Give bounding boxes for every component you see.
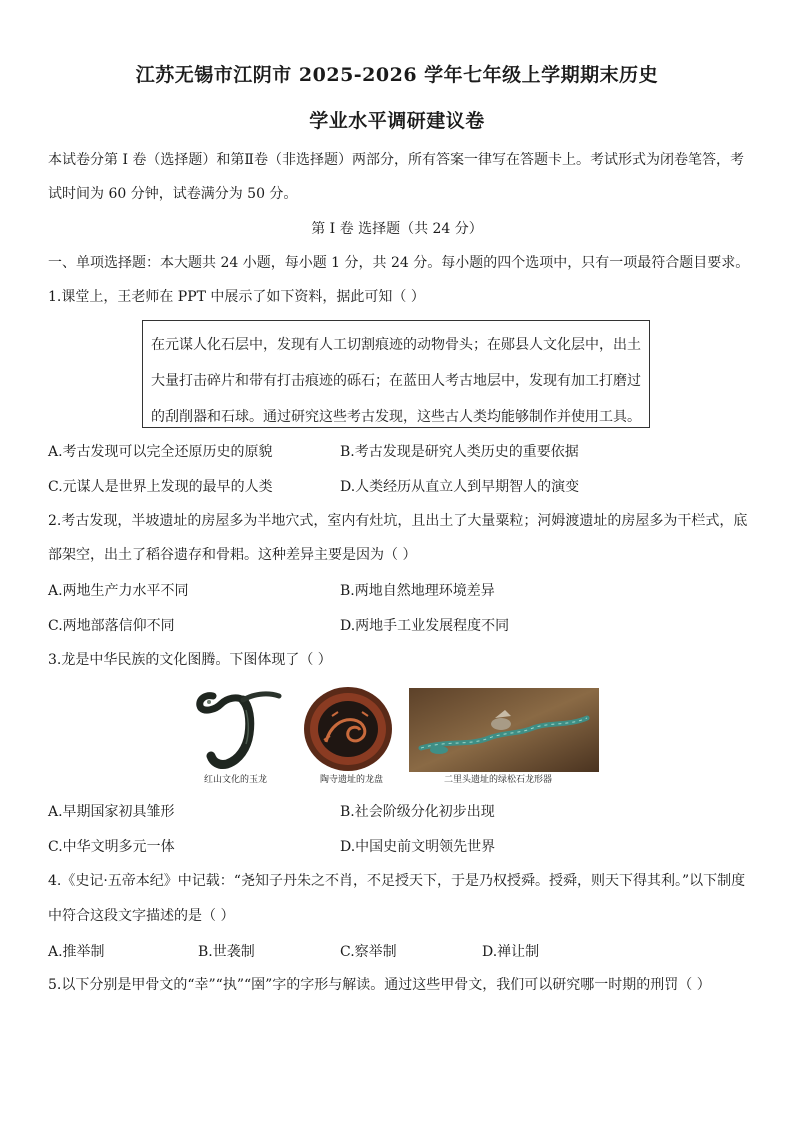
dragon-plate-caption: 陶寺遗址的龙盘 [320, 775, 384, 785]
q1-option-d[interactable]: D.人类经历从直立人到早期智人的演变 [340, 479, 580, 495]
jade-dragon-caption: 红山文化的玉龙 [204, 775, 268, 785]
q1-option-a[interactable]: A.考古发现可以完全还原历史的原貌 [48, 444, 273, 460]
q3-option-b[interactable]: B.社会阶级分化初步出现 [340, 804, 495, 820]
q4-option-b[interactable]: B.世袭制 [198, 944, 255, 960]
section-instruction: 一、单项选择题：本大题共 24 小题，每小题 1 分，共 24 分。每小题的四个选项中，只有一项最符合题目要求。 [48, 255, 750, 271]
q1-material-line-2: 大量打击碎片和带有打击痕迹的砾石；在蓝田人考古地层中，发现有加工打磨过 [151, 373, 641, 389]
q3-stem: 3.龙是中华民族的文化图腾。下图体现了（ ） [48, 652, 332, 668]
jade-dragon-image [193, 686, 289, 772]
q5-stem: 5.以下分别是甲骨文的“幸”“执”“圉”字的字形与解读。通过这些甲骨文，我们可以研究哪一时期的刑罚（ ） [48, 977, 711, 993]
q3-option-d[interactable]: D.中国史前文明领先世界 [340, 839, 496, 855]
q4-option-c[interactable]: C.察举制 [340, 944, 397, 960]
q2-option-a[interactable]: A.两地生产力水平不同 [48, 583, 189, 599]
q1-option-c[interactable]: C.元谋人是世界上发现的最早的人类 [48, 479, 273, 495]
q2-stem-line-2: 部架空，出土了稻谷遗存和骨耜。这种差异主要是因为（ ） [48, 547, 417, 563]
q4-option-d[interactable]: D.禅让制 [482, 944, 540, 960]
q4-stem-line-1: 4.《史记·五帝本纪》中记载：“尧知子丹朱之不肖，不足授天下，于是乃权授舜。授舜，则天下得其利。”以下制度 [48, 873, 746, 889]
q4-stem-line-2: 中符合这段文字描述的是（ ） [48, 908, 235, 924]
q2-option-d[interactable]: D.两地手工业发展程度不同 [340, 618, 510, 634]
intro-line-1: 本试卷分第 I 卷（选择题）和第Ⅱ卷（非选择题）两部分，所有答案一律写在答题卡上。考试形式为闭卷笔答，考 [48, 152, 744, 168]
exam-title-line1: 江苏无锡市江阴市 2025-2026 学年七年级上学期期末历史 [135, 64, 659, 86]
q1-material-line-3: 的刮削器和石球。通过研究这些考古发现，这些古人类均能够制作并使用工具。 [151, 409, 641, 425]
exam-title-line2: 学业水平调研建议卷 [309, 110, 485, 132]
q2-stem-line-1: 2.考古发现，半坡遗址的房屋多为半地穴式，室内有灶坑，且出土了大量粟粒；河姆渡遗址的房屋多为干栏式，底 [48, 513, 748, 529]
q3-figure-row [0, 686, 794, 794]
q1-stem: 1.课堂上，王老师在 PPT 中展示了如下资料，据此可知（ ） [48, 289, 425, 305]
section-heading: 第 I 卷 选择题（共 24 分） [311, 221, 483, 237]
q1-option-b[interactable]: B.考古发现是研究人类历史的重要依据 [340, 444, 579, 460]
dragon-plate-image [302, 686, 394, 772]
q1-material-box [142, 320, 650, 428]
q4-option-a[interactable]: A.推举制 [48, 944, 105, 960]
q1-material-line-1: 在元谋人化石层中，发现有人工切割痕迹的动物骨头；在郧县人文化层中，出土 [151, 337, 641, 353]
q3-option-c[interactable]: C.中华文明多元一体 [48, 839, 175, 855]
turquoise-dragon-image [409, 688, 599, 772]
q3-option-a[interactable]: A.早期国家初具雏形 [48, 804, 175, 820]
turquoise-dragon-caption: 二里头遗址的绿松石龙形器 [444, 775, 553, 785]
intro-line-2: 试时间为 60 分钟，试卷满分为 50 分。 [48, 186, 298, 202]
q2-option-c[interactable]: C.两地部落信仰不同 [48, 618, 175, 634]
q2-option-b[interactable]: B.两地自然地理环境差异 [340, 583, 495, 599]
